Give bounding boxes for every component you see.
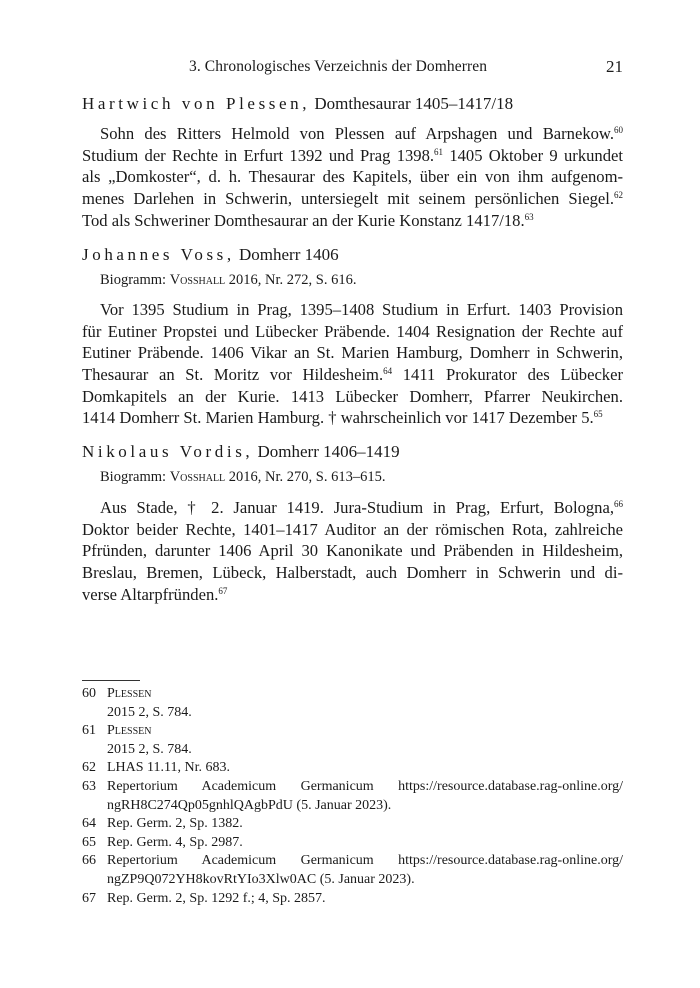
footnote-ref: 63 [524,211,534,222]
footnote-number: 65 [82,834,96,850]
footnote-ref: 66 [614,499,623,509]
footnote-ref: 67 [218,585,228,596]
footnote: 61 Plessen 2015 2, S. 784. [82,723,192,757]
biogramm-reference: Biogramm: Vosshall 2016, Nr. 270, S. 613–615. [100,469,386,485]
footnote-number: 60 [82,686,96,701]
entry-name: Johannes Voss, [82,245,235,264]
footnote: 66 Repertorium Academicum Germanicum https://resource.database.rag-online.org/ ngZP9Q072YH8kovRtYIo3Xlw0AC (5. Januar 2023). [82,853,623,887]
paragraph-line: Thesaurar an St. Moritz vor Hildesheim.$^{64}$ 1411 Prokurator des Lübecker [82,365,623,385]
footnote-number: 62 [82,760,96,776]
footnote-ref: 62 [614,190,623,201]
footnote: 67 Rep. Germ. 2, Sp. 1292 f.; 4, Sp. 2857. [82,890,623,909]
paragraph-line: 1414 Domherr St. Marien Hamburg. † wahrscheinlich vor 1417 Dezember 5.65 [82,408,603,428]
paragraph-line: Studium der Rechte in Erfurt 1392 und Prag 1398.61 1405 Oktober 9 urkundet [82,145,623,165]
footnote-link[interactable]: Repertorium Academicum Germanicum https://resource.database.rag-online.org/ [107,778,623,794]
footnote-ref: 64 [383,366,393,377]
entry-paragraph [82,299,623,429]
paragraph-line: Domkapitels an der Kurie. 1413 Lübecker Domherr, Pfarrer Neukirchen. [82,386,623,406]
page-number: 21 [606,57,623,76]
footnote-divider [82,680,140,681]
paragraph-line: Aus Stade, † 2. Januar 1419. Jura-Studium in Prag, Erfurt, Bologna,$^{66}$ [100,498,623,517]
book-page [82,0,623,988]
entry-name: Nikolaus Vordis, [82,442,254,461]
footnote-link[interactable]: Repertorium Academicum Germanicum https://resource.database.rag-online.org/ [107,853,623,869]
paragraph-line: Tod als Schweriner Domthesaurar an der Kurie Konstanz 1417/18.63 [82,210,534,230]
entry-name: Hartwich von Plessen, [82,94,311,113]
paragraph-line: Breslau, Bremen, Lübeck, Halberstadt, auch Domherr in Schwerin und di- [82,563,623,583]
biogramm-reference: Biogramm: Vosshall 2016, Nr. 272, S. 616. [100,272,357,288]
paragraph-line: Eutiner Präbende. 1406 Vikar an St. Marien Hamburg, Domherr in Schwerin, [82,343,623,363]
footnote: 60 Plessen 2015 2, S. 784. [82,686,192,720]
paragraph-line: Sohn des Ritters Helmold von Plessen auf Arpshagen und Barnekow.$^{60}$ [100,124,623,143]
entry-title: Domherr 1406 [238,245,339,264]
entry-heading-plessen [82,94,513,114]
paragraph-line: Doktor beider Rechte, 1401–1417 Auditor an der römischen Rota, zahlreiche [82,519,623,539]
paragraph-line: Pfründen, darunter 1406 April 30 Kanonikate und Präbenden in Hildesheim, [82,541,623,561]
footnote-number: 64 [82,816,96,832]
footnote-number: 61 [82,723,96,739]
paragraph-line: menes Darlehen in Schwerin, untersiegelt mit seinem persönlichen Siegel.$^{62}$ [82,189,623,209]
running-title: 3. Chronologisches Verzeichnis der Domherren [189,58,488,75]
footnote-number: 63 [82,778,96,794]
footnote-number: 66 [82,853,96,869]
footnote-number: 67 [82,890,96,906]
entry-heading-voss [82,245,339,265]
footnote-ref: 61 [434,146,444,157]
footnote-ref: 65 [593,409,603,420]
footnote: 65 Rep. Germ. 4, Sp. 2987. [82,834,623,853]
paragraph-line: für Eutiner Propstei und Lübecker Präbende. 1404 Resignation der Rechte auf [82,321,623,341]
entry-title: Domthesaurar 1405–1417/18 [314,94,514,113]
footnotes [82,685,623,908]
entry-paragraph [82,497,623,605]
entry-title: Domherr 1406–1419 [257,442,400,461]
footnote: 64 Rep. Germ. 2, Sp. 1382. [82,815,623,834]
paragraph-line: Vor 1395 Studium in Prag, 1395–1408 Studium in Erfurt. 1403 Provision [100,300,623,319]
footnote: 62 LHAS 11.11, Nr. 683. [82,759,623,778]
footnote: 63 Repertorium Academicum Germanicum https://resource.database.rag-online.org/ ngRH8C274Qp05gnhlQAgbPdU (5. Januar 2023). [82,778,623,813]
paragraph-line: verse Altarpfründen.$^{67}$ [82,584,228,604]
entry-heading-vordis [82,442,400,462]
footnote-ref: 60 [614,125,623,135]
paragraph-line: als „Domkoster“, d. h. Thesaurar des Kapitels, über ein von ihm aufgenom- [82,167,623,187]
entry-paragraph [82,123,623,231]
running-head [82,58,623,82]
